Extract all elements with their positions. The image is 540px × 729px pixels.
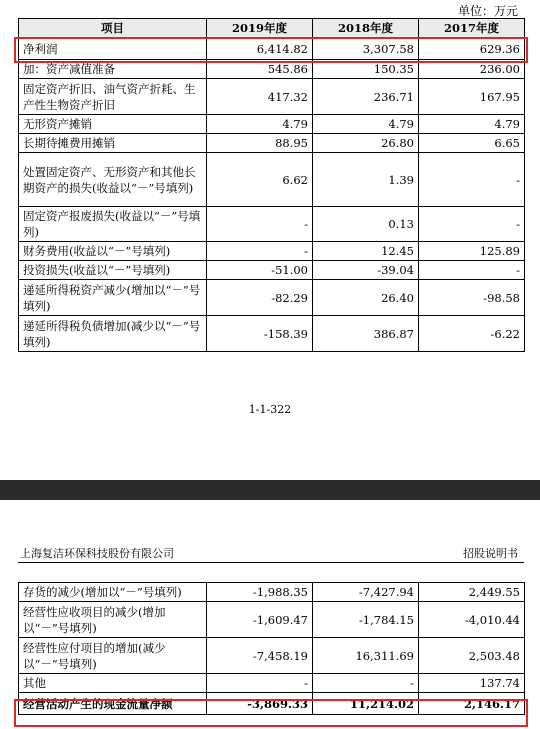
value-2019: -1,609.47	[207, 602, 313, 638]
value-2018: 4.79	[313, 115, 419, 134]
header-2019: 2019年度	[207, 19, 313, 38]
table-row	[19, 280, 525, 316]
row-label: 无形资产摊销	[19, 115, 207, 134]
value-2017: -98.58	[419, 280, 525, 316]
value-2017: -4,010.44	[419, 602, 525, 638]
value-2018: -	[313, 674, 419, 693]
table-row	[19, 242, 525, 261]
unit-label: 单位：万元	[457, 4, 518, 18]
value-2017: 2,449.55	[419, 583, 525, 602]
row-label: 处置固定资产、无形资产和其他长期资产的损失(收益以“－”号填列)	[19, 153, 207, 207]
value-2018: 11,214.02	[313, 693, 419, 715]
value-2017: 125.89	[419, 242, 525, 261]
value-2018: 0.13	[313, 207, 419, 242]
row-label: 递延所得税负债增加(减少以“－”号填列)	[19, 316, 207, 352]
value-2019: 6.62	[207, 153, 313, 207]
value-2018: 386.87	[313, 316, 419, 352]
row-label: 经营活动产生的现金流量净额	[19, 693, 207, 715]
value-2018: -39.04	[313, 261, 419, 280]
value-2017: 2,146.17	[419, 693, 525, 715]
value-2019: 417.32	[207, 79, 313, 115]
value-2019: -7,458.19	[207, 638, 313, 674]
value-2017: 4.79	[419, 115, 525, 134]
value-2017: 6.65	[419, 134, 525, 153]
table-row	[19, 693, 525, 715]
value-2019: 545.86	[207, 60, 313, 79]
row-label: 其他	[19, 674, 207, 693]
value-2019: 88.95	[207, 134, 313, 153]
value-2019: -3,869.33	[207, 693, 313, 715]
table-row	[19, 261, 525, 280]
row-label: 递延所得税资产减少(增加以“－”号填列)	[19, 280, 207, 316]
value-2019: -	[207, 674, 313, 693]
value-2018: 16,311.69	[313, 638, 419, 674]
row-label: 经营性应收项目的减少(增加以“－”号填列)	[19, 602, 207, 638]
value-2018: 150.35	[313, 60, 419, 79]
value-2019: 4.79	[207, 115, 313, 134]
table-row	[19, 583, 525, 602]
value-2019: 6,414.82	[207, 38, 313, 60]
cashflow-table-top	[18, 18, 525, 352]
header-2017: 2017年度	[419, 19, 525, 38]
header-rule	[18, 562, 524, 563]
value-2017: 236.00	[419, 60, 525, 79]
value-2019: -	[207, 242, 313, 261]
row-label: 财务费用(收益以“－”号填列)	[19, 242, 207, 261]
value-2018: 26.80	[313, 134, 419, 153]
row-label: 固定资产折旧、油气资产折耗、生产性生物资产折旧	[19, 79, 207, 115]
row-label: 存货的减少(增加以“－”号填列)	[19, 583, 207, 602]
table-row	[19, 638, 525, 674]
value-2018: 1.39	[313, 153, 419, 207]
value-2018: 12.45	[313, 242, 419, 261]
value-2017: -	[419, 261, 525, 280]
table-row	[19, 674, 525, 693]
value-2018: 26.40	[313, 280, 419, 316]
value-2018: 236.71	[313, 79, 419, 115]
row-label: 投资损失(收益以“－”号填列)	[19, 261, 207, 280]
value-2017: 629.36	[419, 38, 525, 60]
value-2019: -	[207, 207, 313, 242]
value-2019: -82.29	[207, 280, 313, 316]
value-2017: -6.22	[419, 316, 525, 352]
row-label: 经营性应付项目的增加(减少以“－”号填列)	[19, 638, 207, 674]
table-row	[19, 115, 525, 134]
table-row	[19, 316, 525, 352]
value-2018: -1,784.15	[313, 602, 419, 638]
value-2017: -	[419, 207, 525, 242]
document-type-header: 招股说明书	[463, 547, 518, 560]
value-2017: 137.74	[419, 674, 525, 693]
value-2019: -51.00	[207, 261, 313, 280]
header-2018: 2018年度	[313, 19, 419, 38]
value-2017: -	[419, 153, 525, 207]
value-2017: 167.95	[419, 79, 525, 115]
table-row	[19, 153, 525, 207]
row-label: 净利润	[19, 38, 207, 60]
row-label: 固定资产报废损失(收益以“－”号填列)	[19, 207, 207, 242]
table-row	[19, 60, 525, 79]
header-item: 项目	[19, 19, 207, 38]
table-row	[19, 38, 525, 60]
page-number: 1-1-322	[248, 403, 292, 416]
company-name-header: 上海复洁环保科技股份有限公司	[20, 547, 174, 560]
row-label: 长期待摊费用摊销	[19, 134, 207, 153]
table-row	[19, 207, 525, 242]
table-row	[19, 134, 525, 153]
value-2018: -7,427.94	[313, 583, 419, 602]
value-2018: 3,307.58	[313, 38, 419, 60]
page-separator	[0, 480, 540, 500]
value-2019: -158.39	[207, 316, 313, 352]
value-2019: -1,988.35	[207, 583, 313, 602]
cashflow-table-bottom	[18, 582, 525, 715]
value-2017: 2,503.48	[419, 638, 525, 674]
table-row	[19, 602, 525, 638]
table-row	[19, 79, 525, 115]
row-label: 加：资产减值准备	[19, 60, 207, 79]
